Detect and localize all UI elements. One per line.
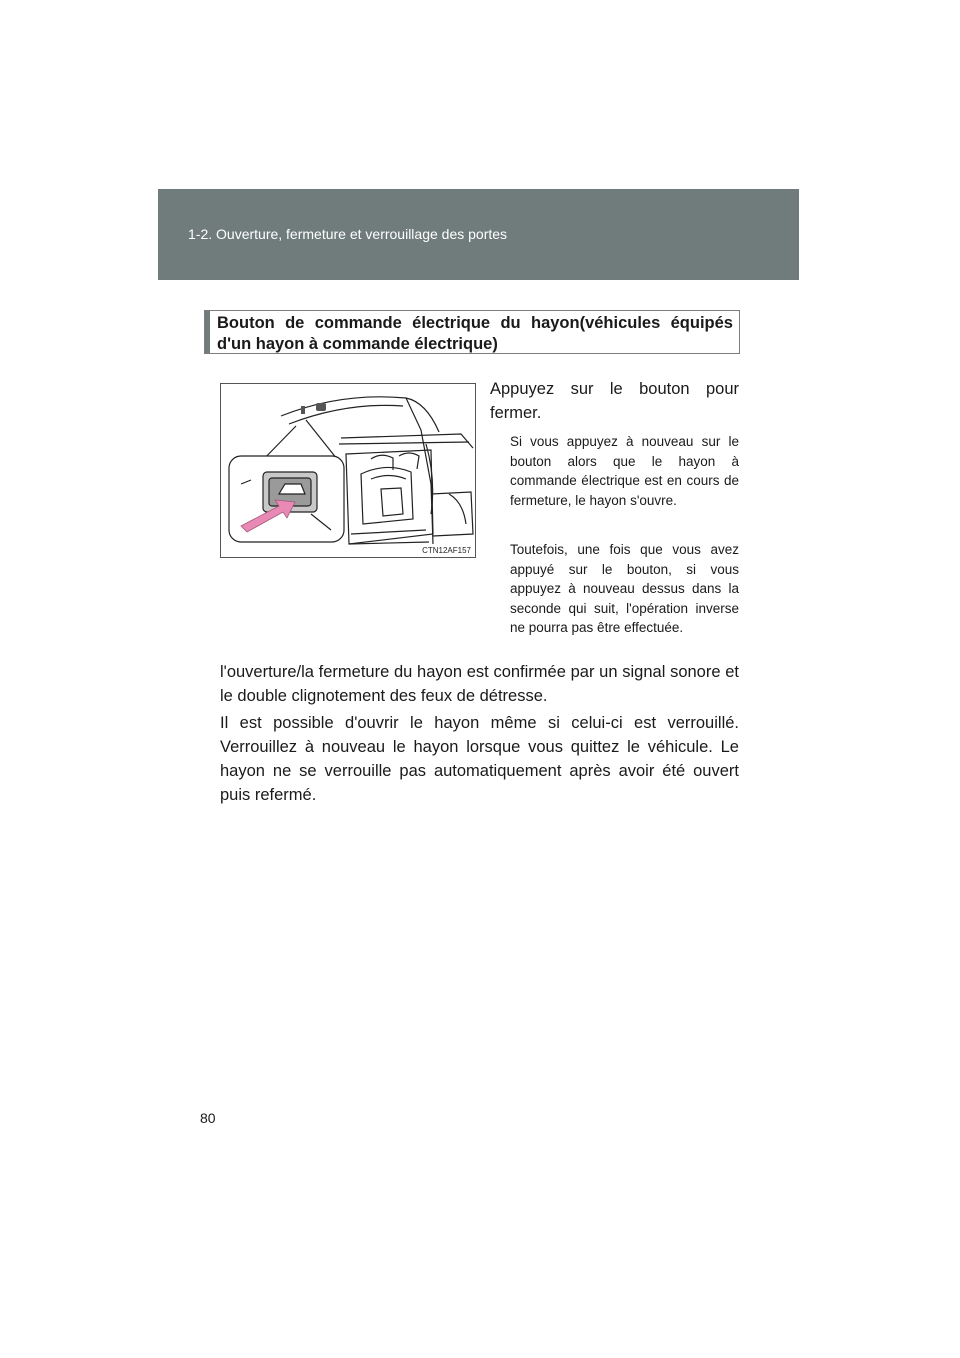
section-title-box bbox=[204, 310, 740, 354]
section-heading: Bouton de commande électrique du hayon(véhicules équipés d'un hayon à commande électrique) bbox=[217, 314, 733, 353]
figure-code: CTN12AF157 bbox=[422, 546, 471, 555]
main-instruction: Appuyez sur le bouton pour fermer. bbox=[490, 380, 739, 422]
tailgate-illustration bbox=[220, 383, 476, 558]
page-number: 80 bbox=[200, 1110, 216, 1126]
header-band bbox=[158, 189, 799, 280]
body-paragraph-2: Il est possible d'ouvrir le hayon même si celui-ci est verrouillé. Verrouillez à nouveau le hayon lorsque vous quittez le véhicule. Le hayon ne se verrouille pas automatiquement après avoir été ouvert puis refermé. bbox=[220, 714, 739, 804]
section-title: 1-2. Ouverture, fermeture et verrouillage des portes bbox=[188, 226, 508, 242]
instruction-note-2: Toutefois, une fois que vous avez appuyé sur le bouton, si vous appuyez à nouveau dessus dans la seconde qui suit, l'opération inverse ne pourra pas être effectuée. bbox=[510, 542, 739, 635]
instruction-note-1: Si vous appuyez à nouveau sur le bouton alors que le hayon à commande électrique est en cours de fermeture, le hayon s'ouvre. bbox=[510, 434, 739, 508]
title-accent-bar bbox=[205, 311, 210, 353]
tailgate-drawing bbox=[221, 384, 476, 558]
body-paragraph-1: l'ouverture/la fermeture du hayon est confirmée par un signal sonore et le double clignotement des feux de détresse. bbox=[220, 663, 739, 705]
